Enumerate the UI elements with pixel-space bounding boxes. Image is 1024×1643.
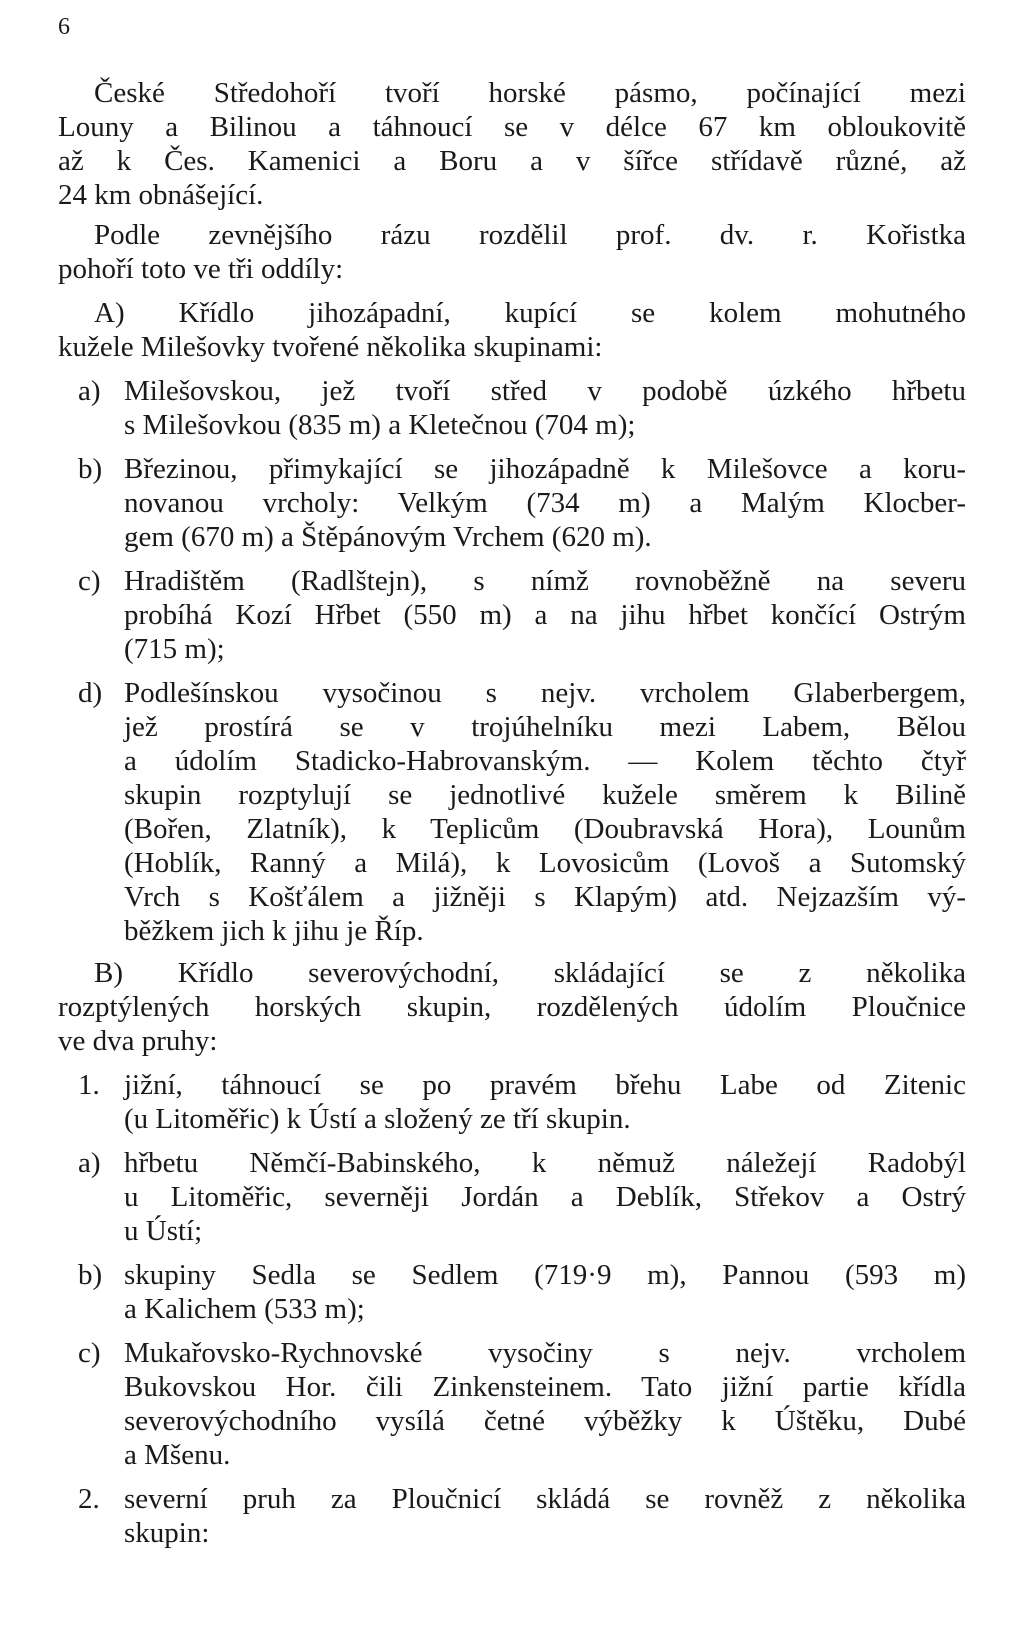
text-line: severovýchodního vysílá četné výběžky k Úštěku, Dubé xyxy=(124,1405,966,1437)
text-line: probíhá Kozí Hřbet (550 m) a na jihu hřbet končící Ostrým xyxy=(124,599,966,631)
text-line: Milešovskou, jež tvoří střed v podobě úzkého hřbetu xyxy=(124,375,966,407)
list-label: 1. xyxy=(78,1069,100,1101)
text-line: pohoří toto ve tři oddíly: xyxy=(58,253,344,285)
text-line: s Milešovkou (835 m) a Kletečnou (704 m); xyxy=(124,409,636,441)
text-line: u Litoměřic, severněji Jordán a Deblík, Střekov a Ostrý xyxy=(124,1181,966,1213)
text-line: hřbetu Němčí-Babinského, k němuž náležejí Radobýl xyxy=(124,1147,966,1179)
text-line: 24 km obnášející. xyxy=(58,179,264,211)
text-line: severní pruh za Ploučnicí skládá se rovněž z několika xyxy=(124,1483,966,1515)
page-number: 6 xyxy=(58,14,70,40)
text-line: skupin: xyxy=(124,1517,210,1549)
text-line: a Kalichem (533 m); xyxy=(124,1293,365,1325)
text-line: a Mšenu. xyxy=(124,1439,231,1471)
text-line: Mukařovsko-Rychnovské vysočiny s nejv. vrcholem xyxy=(124,1337,966,1369)
text-line: skupin rozptylují se jednotlivé kužele směrem k Bilině xyxy=(124,779,966,811)
text-line: Vrch s Košťálem a jižněji s Klapým) atd. Nejzazším vý- xyxy=(124,881,966,913)
text-line: a údolím Stadicko-Habrovanským. — Kolem těchto čtyř xyxy=(124,745,966,777)
list-label: b) xyxy=(78,1259,103,1291)
text-line: (Bořen, Zlatník), k Teplicům (Doubravská Hora), Lounům xyxy=(124,813,966,845)
list-label: a) xyxy=(78,375,101,407)
text-line: až k Čes. Kamenici a Boru a v šířce střídavě různé, až xyxy=(58,145,966,177)
text-line: (u Litoměřic) k Ústí a složený ze tří skupin. xyxy=(124,1103,631,1135)
list-label: c) xyxy=(78,565,101,597)
text-line: Bukovskou Hor. čili Zinkensteinem. Tato jižní partie křídla xyxy=(124,1371,966,1403)
text-line: B) Křídlo severovýchodní, skládající se z několika xyxy=(94,957,966,989)
text-line: A) Křídlo jihozápadní, kupící se kolem mohutného xyxy=(94,297,966,329)
text-line: České Středohoří tvoří horské pásmo, počínající mezi xyxy=(94,77,966,109)
text-line: běžkem jich k jihu je Říp. xyxy=(124,915,424,947)
text-line: Březinou, přimykající se jihozápadně k Milešovce a koru- xyxy=(124,453,966,485)
text-line: (715 m); xyxy=(124,633,225,665)
text-line: u Ústí; xyxy=(124,1215,203,1247)
list-label: d) xyxy=(78,677,103,709)
text-line: rozptýlených horských skupin, rozdělených údolím Ploučnice xyxy=(58,991,966,1023)
text-line: skupiny Sedla se Sedlem (719·9 m), Pannou (593 m) xyxy=(124,1259,966,1291)
text-line: jež prostírá se v trojúhelníku mezi Labem, Bělou xyxy=(124,711,966,743)
text-line: Louny a Bilinou a táhnoucí se v délce 67 km obloukovitě xyxy=(58,111,966,143)
text-line: kužele Milešovky tvořené několika skupinami: xyxy=(58,331,603,363)
text-line: Hradištěm (Radlštejn), s nímž rovnoběžně na severu xyxy=(124,565,966,597)
text-line: gem (670 m) a Štěpánovým Vrchem (620 m). xyxy=(124,521,652,553)
list-label: c) xyxy=(78,1337,101,1369)
list-label: a) xyxy=(78,1147,101,1179)
text-line: Podle zevnějšího rázu rozdělil prof. dv. r. Kořistka xyxy=(94,219,966,251)
text-line: jižní, táhnoucí se po pravém břehu Labe od Zitenic xyxy=(124,1069,966,1101)
text-line: (Hoblík, Ranný a Milá), k Lovosicům (Lovoš a Sutomský xyxy=(124,847,966,879)
list-label: b) xyxy=(78,453,103,485)
list-label: 2. xyxy=(78,1483,100,1515)
text-line: novanou vrcholy: Velkým (734 m) a Malým Klocber- xyxy=(124,487,966,519)
text-line: ve dva pruhy: xyxy=(58,1025,218,1057)
text-line: Podlešínskou vysočinou s nejv. vrcholem Glaberbergem, xyxy=(124,677,966,709)
